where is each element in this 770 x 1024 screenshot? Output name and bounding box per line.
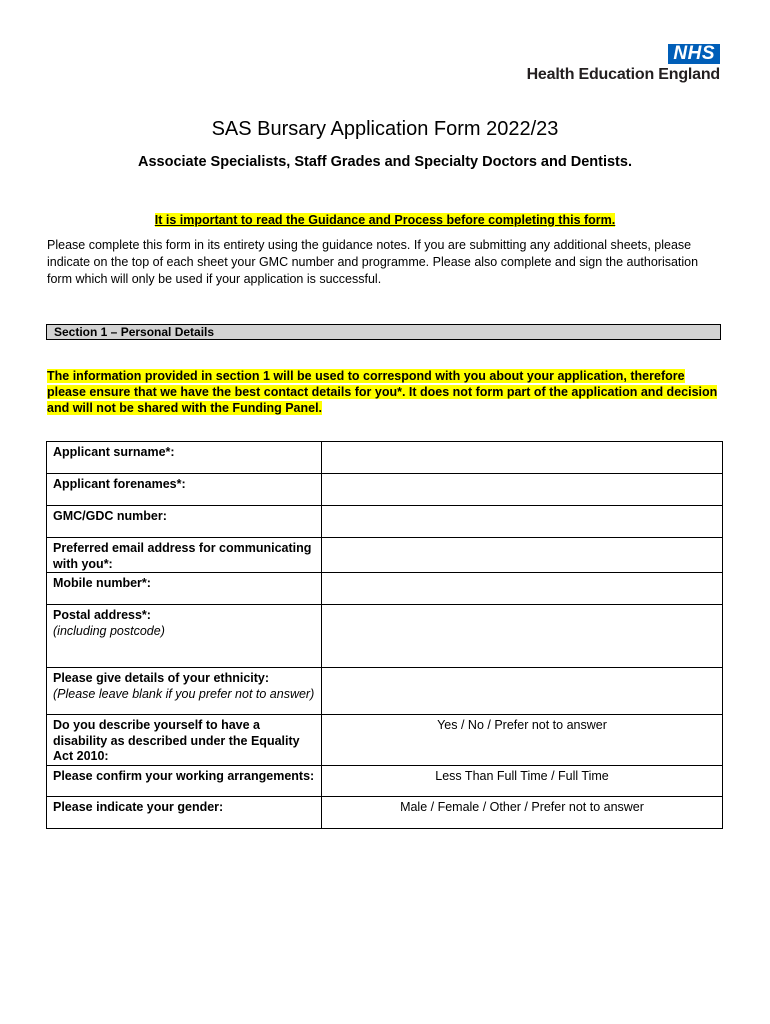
form-subtitle: Associate Specialists, Staff Grades and Specialty Doctors and Dentists. [138,154,632,170]
ethnicity-field[interactable] [322,668,723,715]
section-1-info-text: The information provided in section 1 will be used to correspond with you about your application, therefore please ensure that we have the best contact details for you*. It does not form part of the application and decision and will not be shared with the Funding Panel. [47,369,718,415]
gmc-gdc-field[interactable] [322,506,723,538]
surname-label: Applicant surname*: [47,442,322,474]
postal-address-label: Postal address*: (including postcode) [47,605,322,668]
gender-label: Please indicate your gender: [47,796,322,828]
intro-paragraph: Please complete this form in its entirety using the guidance notes. If you are submitting any additional sheets, please indicate on the top of each sheet your GMC number and programme. Please also complete and sign the authorisation form which will only be used if your application is successful. [47,238,699,286]
ethnicity-label: Please give details of your ethnicity: (Please leave blank if you prefer not to answer) [47,668,322,715]
row-ethnicity [47,668,723,715]
section-1-heading: Section 1 – Personal Details [46,324,721,340]
gmc-gdc-label: GMC/GDC number: [47,506,322,538]
row-gmc-gdc [47,506,723,538]
form-title: SAS Bursary Application Form 2022/23 [211,118,559,140]
forenames-label: Applicant forenames*: [47,474,322,506]
row-gender [47,796,723,828]
forenames-field[interactable] [322,474,723,506]
ethnicity-note: (Please leave blank if you prefer not to answer) [53,686,315,701]
nhs-logo-badge: NHS [668,44,720,64]
organisation-name: Health Education England [526,66,720,83]
row-forenames [47,474,723,506]
row-working-arrangements [47,765,723,796]
row-disability [47,715,723,766]
section-1-info [47,368,723,416]
mobile-label: Mobile number*: [47,573,322,605]
guidance-notice-text: It is important to read the Guidance and Process before completing this form. [154,213,616,227]
row-email [47,538,723,573]
working-arrangements-options[interactable]: Less Than Full Time / Full Time [322,765,723,796]
email-field[interactable] [322,538,723,573]
row-surname [47,442,723,474]
row-postal-address [47,605,723,668]
gender-options[interactable]: Male / Female / Other / Prefer not to answer [322,796,723,828]
guidance-notice [0,211,770,229]
disability-options[interactable]: Yes / No / Prefer not to answer [322,715,723,766]
postal-address-note: (including postcode) [53,623,165,638]
postal-address-field[interactable] [322,605,723,668]
surname-field[interactable] [322,442,723,474]
hee-logo [527,44,720,84]
working-arrangements-label: Please confirm your working arrangements: [47,765,322,796]
personal-details-table [46,441,723,829]
email-label: Preferred email address for communicating with you*: [47,538,322,573]
row-mobile [47,573,723,605]
mobile-field[interactable] [322,573,723,605]
disability-label: Do you describe yourself to have a disability as described under the Equality Act 2010: [47,715,322,766]
